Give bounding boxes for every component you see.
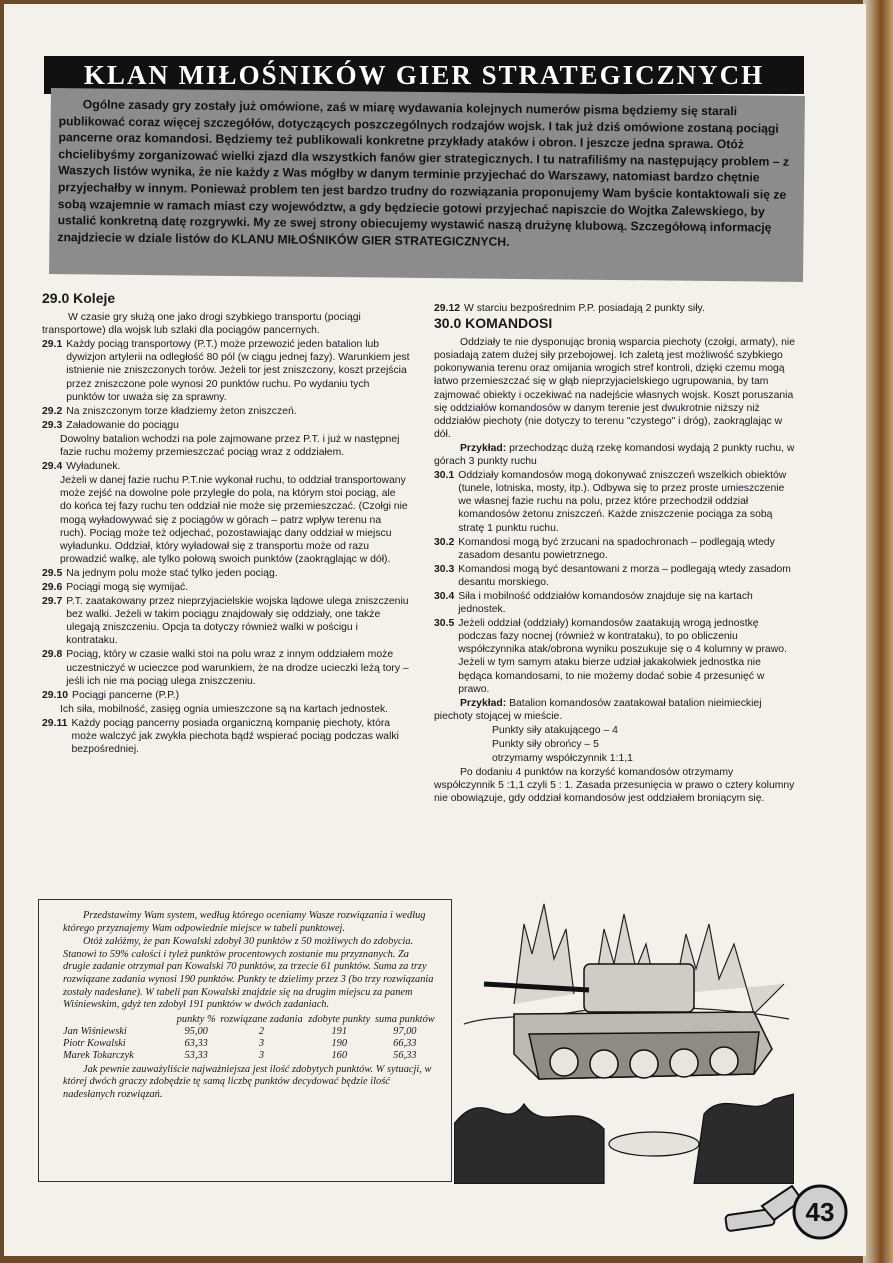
rule-number: 29.3 [42,419,63,431]
defender-strength: Punkty siły obrońcy – 5 [492,739,599,750]
rule-text: Wyładunek. [66,461,121,473]
page-number-logo [722,1176,854,1248]
rule-text: Oddziały komandosów mogą dokonywać zniszczeń wszelkich obiektów (tunele, lotniska, mosty, itp.). Odbywa się to przez proste umieszczenie we własnej fazie ruchu na polu, przez które przechodził oddział komandosów żetonu zniszczeń. Każde zniszczenie pociąga za sobą stratę 1 punktu ruchu. [458,470,787,534]
rule-number: 29.5 [42,567,63,579]
column-header: zdobyte punkty [308,1013,371,1025]
rule-29-1 [42,338,410,403]
rule-text: Pociągi mogą się wymijać. [66,581,189,593]
player-name: Marek Tokarczyk [63,1049,134,1061]
rule-29-12 [434,302,796,315]
rule-text: Siła i mobilność oddziałów komandosów znajduje się na kartach jednostek. [458,590,753,616]
table-cell: 66,33 [393,1037,417,1049]
rule-text: W starciu bezpośrednim P.P. posiadają 2 punkty siły. [464,303,705,314]
example-text: przechodząc dużą rzekę komandosi wydają 2 punkty ruchu, w górach 3 punkty ruchu [434,442,795,468]
rule-text: Pociągi pancerne (P.P.) [72,689,180,701]
rule-number: 30.1 [434,470,455,482]
table-cell: 97,00 [393,1025,417,1037]
rule-30-2 [434,536,796,562]
page-number: 43 [805,1197,835,1227]
rule-30-1 [434,469,796,534]
scoring-intro: Przedstawimy Wam system, według którego oceniamy Wasze rozwiązania i według którego przyznajemy Wam odpowiednie miejsce w tabeli punktowej. [63,910,426,934]
example-label: Przykład: [460,697,507,709]
table-row [63,1038,437,1050]
left-column [42,290,410,757]
rule-number: 29.2 [42,405,63,417]
rule-29-4 [42,460,410,473]
rule-30-4 [434,590,796,616]
rule-number: 30.5 [434,618,455,630]
rule-29-10-body: Ich siła, mobilność, zasięg ognia umieszczone są na kartach jednostek. [60,703,389,715]
column-header: punkty % [176,1013,216,1025]
player-name: Jan Wiśniewski [63,1025,127,1037]
score-table [63,1014,437,1062]
rule-number: 29.6 [42,581,63,593]
rule-29-3 [42,419,410,432]
rule-29-11 [42,717,410,756]
closing-paragraph: Po dodaniu 4 punktów na korzyść komandosów otrzymamy współczynnik 5 :1,1 czyli 5 : 1. Zasada przesunięcia w prawo o cztery kolumny nie obowiązuje, gdy oddział komandosów jest oddziałem broniącym się. [434,767,795,805]
table-cell: 95,00 [184,1025,208,1037]
rule-text: Każdy pociąg pancerny posiada organiczną kompanię piechoty, która może walczyć jak zwykła piechota bądź wspierać pociąg podczas walki bezpośredniej. [71,717,399,756]
rule-number: 30.3 [434,563,455,575]
table-cell: 191 [331,1025,348,1037]
rule-29-10 [42,689,410,702]
rule-number: 29.12 [434,303,461,314]
rule-text: Załadowanie do pociągu [66,419,179,431]
table-header-row [63,1014,437,1026]
section-30-lead: Oddziały te nie dysponując bronią wsparcia piechoty (czołgi, armaty), nie posiadają zatem dużej siły przebojowej. Ich zaletą jest możliwość szybkiego pokonywania terenu oraz omijania wrogich stref kontroli, dzięki czemu mogą łatwo przemieszczać się w głąb nieprzyjacielskiego ugrupowania, by tam zajmować obiekty i oczekiwać na nadejście własnych wojsk. Koszt poruszania się oddziałów komandosów w danym terenie jest dwukrotnie niższy niż oddziałów piechoty (nie dotyczy to terenu "czystego" i dróg), zaokrąglając w dół. [434,337,795,440]
scoring-example: Otóż załóżmy, że pan Kowalski zdobył 30 punktów z 50 możliwych do zdobycia. Stanowi to 59% całości i tyleż punktów procentowych zostanie mu przyznanych. Za drugie zadanie otrzymał pan Kowalski 70 punktów, za trzecie 61 punktów. Suma za trzy rozwiązane zadania wynosi 190 punktów. Punkty te dzielimy przez 3 (bo trzy rozwiązania zostały nadesłane). W tabeli pan Kowalski znajdzie się na drugim miejscu za panem Wiśniewskim, gdyż ten zdobył 191 punktów w dwóch zadaniach. [63,936,434,1011]
player-name: Piotr Kowalski [63,1037,126,1049]
rule-29-8 [42,648,410,687]
attacker-strength: Punkty siły atakującego – 4 [492,724,618,736]
magazine-spine [863,0,893,1263]
table-row [63,1050,437,1062]
magazine-page [4,4,866,1256]
table-row [63,1026,437,1038]
column-header [63,1014,175,1026]
rule-number: 29.1 [42,339,63,351]
rule-29-4-body: Jeżeli w danej fazie ruchu P.T.nie wykonał ruchu, to oddział transportowany może zejść na dowolne pole przyległe do pola, na którym stoi pociąg, ale do końca tej fazy ruchu ten oddział nie może się przemieszczać. (Czołgi nie mogą wyładowywać się z pociągów w górach – patrz wpływ terenu na ruch). Pociąg może też odjechać, pozostawiając dany oddział w miejscu wyładunku. Oddział, który wyładował się z transportu może od razu prowadzić walkę, ale tylko połową swoich punktów (zaokrąglając w dół). [60,475,408,565]
rule-text: Każdy pociąg transportowy (P.T.) może przewozić jeden batalion lub dywizjon artylerii na odległość 80 pól (w ciągu jednej fazy). Warunkiem jest istnienie nie zniszczonych torów. Jeżeli tor jest zniszczony, koszt przejścia przez zniszczone pole wynosi 20 punktów ruchu. Po wydaniu tych punktów tor uważa się za sprawny. [66,339,410,403]
rule-29-5 [42,567,410,580]
table-cell: 2 [258,1025,265,1037]
rule-29-3-body: Dowolny batalion wchodzi na pole zajmowane przez P.T. i już w następnej fazie ruchu możemy przemieszczać pociąg wraz z oddziałem. [60,433,400,459]
rule-text: Pociąg, który w czasie walki stoi na polu wraz z innym oddziałem może uczestniczyć w ucieczce pod warunkiem, że na drodze ucieczki leżą tory – jeśli ich nie ma pociąg ulega zniszczeniu. [66,649,409,687]
rule-number: 30.2 [434,536,455,548]
rule-29-2 [42,405,410,418]
example-text: Batalion komandosów zaatakował batalion nieimieckiej piechoty stojącej w mieście. [434,697,762,722]
scoring-note: Jak pewnie zauważyliście najważniejsza jest ilość zdobytych punktów. W sytuacji, w której dwóch graczy zdobędzie tę samą liczbę punktów decydować będzie ilość nadesłanych rozwiązań. [63,1063,432,1100]
example-2 [434,697,796,723]
rule-number: 29.10 [42,689,69,701]
table-cell: 190 [331,1037,348,1049]
table-cell: 3 [258,1049,265,1061]
rule-number: 29.4 [42,461,63,473]
rule-30-3 [434,563,796,589]
section-banner: KLAN MIŁOŚNIKÓW GIER STRATEGICZNYCH [44,56,804,94]
ratio-result: otrzymamy współczynnik 1:1,1 [492,753,633,765]
table-cell: 3 [258,1037,265,1049]
table-cell: 63,33 [184,1037,208,1049]
rule-text: Na jednym polu może stać tylko jeden pociąg. [66,567,278,579]
right-column [434,302,796,806]
example-label: Przykład: [460,442,507,454]
rule-number: 29.11 [42,717,68,729]
example-1 [434,442,796,468]
example-values [434,724,796,765]
table-cell: 53,33 [184,1049,208,1061]
foreground-grass [454,1094,794,1184]
section-29-lead: W czasie gry służą one jako drogi szybkiego transportu (pociągi transportowe) dla wojsk lub szlaki dla pociągów pancernych. [42,312,361,337]
column-header: rozwiązane zadania [220,1013,303,1025]
rule-text: P.T. zaatakowany przez nieprzyjacielskie wojska lądowe ulega zniszczeniu bez walki. Jeżeli w takim pociągu znajdowały się oddziały, one także ulegają zniszczeniu. Opcja ta dotyczy również walki w pościgu i kontrataku. [66,596,409,647]
rule-text: Na zniszczonym torze kładziemy żeton zniszczeń. [66,405,297,417]
column-header: suma punktów [374,1013,435,1025]
rule-number: 29.8 [42,649,63,661]
tank-illustration [454,884,794,1184]
rule-text: Jeżeli oddział (oddziały) komandosów zaatakują wrogą jednostkę podczas fazy nocnej (również w kontrataku), to po obliczeniu współczynnika atak/obrona wyniku poszukuje się o 4 kolumny w prawo. Jeżeli w tym samym ataku bierze udział jakakolwiek jednostka nie będąca komandosami, to nie możemy dodać sobie 4 przesunięć w prawo. [458,618,787,695]
rule-text: Komandosi mogą być zrzucani na spadochronach – podlegają wtedy zasadom desantu powietrznego. [458,536,775,561]
table-cell: 160 [331,1049,348,1061]
rule-number: 29.7 [42,596,63,608]
rule-29-6 [42,581,410,594]
table-cell: 56,33 [393,1049,417,1061]
scoring-box [38,899,452,1182]
rule-text: Komandosi mogą być desantowani z morza – podlegają wtedy zasadom desantu morskiego. [458,563,791,588]
rule-number: 30.4 [434,590,455,602]
section-29-heading: 29.0 Koleje [42,290,116,306]
rule-30-5 [434,617,796,696]
rule-29-7 [42,595,410,647]
intro-paragraph: Ogólne zasady gry zostały już omówione, zaś w miarę wydawania kolejnych numerów pisma będziemy się starali publikować coraz więcej szczegółów, dotyczących poszczególnych rodzajów wojsk. I tak już dziś omówione zostaną pociągi pancerne oraz komandosi. Będziemy też publikowali konkretne przykłady ataków i obron. I jeszcze jedna sprawa. Otóż chcielibyśmy zorganizować wielki zjazd dla wszystkich fanów gier strategicznych. I tu natrafiliśmy na następujący problem – z Waszych listów wynika, że nie każdy z Was mógłby w danym terminie przyjechać do Warszawy, natomiast bardzo chętnie przyjechałby w innym. Ponieważ problem ten jest bardzo trudny do rozwiązania proponujemy Wam byście kontaktowali się ze sobą wzajemnie w ramach miast czy województw, a gdy będziecie gotowi przyjechać napiszcie do Wojtka Zalewskiego, by ustalić konkretną datę rozgrywki. My ze swej strony obiecujemy wystawić naszą drużynę klubową. Szczegółową informację znajdziecie w dziale listów do KLANU MIŁOŚNIKÓW GIER STRATEGICZNYCH. [49,88,805,282]
section-30-heading: 30.0 KOMANDOSI [434,315,553,332]
